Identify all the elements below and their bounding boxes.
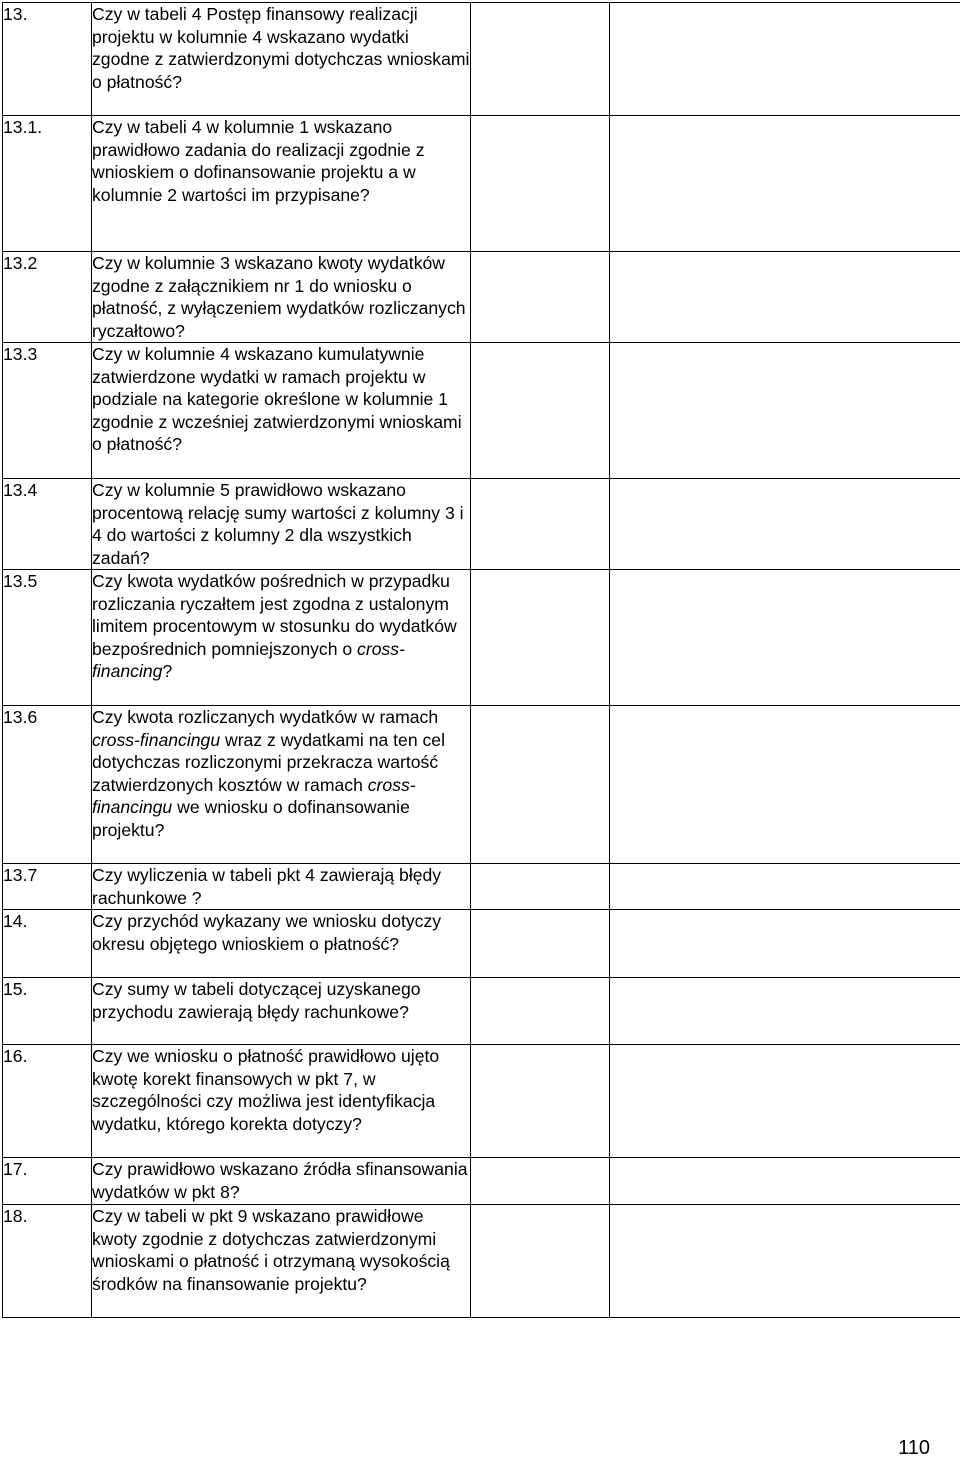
- checklist-table: [2, 2, 960, 1318]
- item-number: 13.3: [3, 343, 92, 479]
- answer-cell[interactable]: [471, 252, 610, 343]
- question-segment: Czy we wniosku o płatność prawidłowo ujęto kwotę korekt finansowych w pkt 7, w szczególności czy możliwa jest identyfikacja wydatku, którego korekta dotyczy?: [92, 1046, 440, 1134]
- item-number: 13.1.: [3, 116, 92, 252]
- answer-cell[interactable]: [471, 978, 610, 1045]
- remarks-cell[interactable]: [610, 3, 960, 116]
- question-segment: Czy wyliczenia w tabeli pkt 4 zawierają błędy rachunkowe ?: [92, 865, 442, 908]
- question-text: [92, 343, 471, 479]
- remarks-cell[interactable]: [610, 116, 960, 252]
- question-text: [92, 978, 471, 1045]
- table-row: [3, 978, 960, 1045]
- question-text: [92, 116, 471, 252]
- item-number: 13.6: [3, 706, 92, 864]
- item-number: 13.: [3, 3, 92, 116]
- question-segment: Czy w tabeli w pkt 9 wskazano prawidłowe kwoty zgodnie z dotychczas zatwierdzonymi wnioskami o płatność i otrzymaną wysokością środków na finansowanie projektu?: [92, 1206, 450, 1294]
- question-segment: Czy przychód wykazany we wniosku dotyczy okresu objętego wnioskiem o płatność?: [92, 911, 442, 954]
- table-row: [3, 1205, 960, 1318]
- item-number: 13.5: [3, 570, 92, 706]
- answer-cell[interactable]: [471, 570, 610, 706]
- question-segment: Czy prawidłowo wskazano źródła sfinansowania wydatków w pkt 8?: [92, 1159, 468, 1202]
- question-text: [92, 706, 471, 864]
- table-row: [3, 864, 960, 910]
- remarks-cell[interactable]: [610, 864, 960, 910]
- answer-cell[interactable]: [471, 910, 610, 978]
- question-segment: ?: [162, 661, 173, 681]
- question-segment: Czy kwota rozliczanych wydatków w ramach: [92, 707, 439, 727]
- table-row: [3, 706, 960, 864]
- question-segment: Czy w kolumnie 4 wskazano kumulatywnie zatwierdzone wydatki w ramach projektu w podziale na kategorie określone w kolumnie 1 zgodnie z wcześniej zatwierdzonymi wnioskami o płatność?: [92, 344, 462, 454]
- question-text: [92, 910, 471, 978]
- answer-cell[interactable]: [471, 1205, 610, 1318]
- question-text: [92, 864, 471, 910]
- remarks-cell[interactable]: [610, 910, 960, 978]
- remarks-cell[interactable]: [610, 706, 960, 864]
- item-number: 13.7: [3, 864, 92, 910]
- question-segment: Czy sumy w tabeli dotyczącej uzyskanego przychodu zawierają błędy rachunkowe?: [92, 979, 421, 1022]
- item-number: 14.: [3, 910, 92, 978]
- question-text: [92, 479, 471, 570]
- emphasized-term: cross-financing: [92, 638, 405, 681]
- item-number: 15.: [3, 978, 92, 1045]
- answer-cell[interactable]: [471, 343, 610, 479]
- table-row: [3, 3, 960, 116]
- question-segment: Czy w kolumnie 5 prawidłowo wskazano procentową relację sumy wartości z kolumny 3 i 4 do wartości z kolumny 2 dla wszystkich zadań?: [92, 480, 464, 568]
- question-segment: Czy kwota wydatków pośrednich w przypadku rozliczania ryczałtem jest zgodna z ustalonym limitem procentowym w stosunku do wydatków bezpośrednich pomniejszonych o: [92, 571, 457, 659]
- remarks-cell[interactable]: [610, 343, 960, 479]
- answer-cell[interactable]: [471, 706, 610, 864]
- question-text: [92, 1045, 471, 1158]
- question-segment: we wniosku o dofinansowanie projektu?: [92, 797, 410, 840]
- table-row: [3, 252, 960, 343]
- question-text: [92, 1205, 471, 1318]
- page-number: 110: [898, 1437, 930, 1459]
- question-segment: Czy w kolumnie 3 wskazano kwoty wydatków zgodne z załącznikiem nr 1 do wniosku o płatność, z wyłączeniem wydatków rozliczanych ryczałtowo?: [92, 253, 466, 341]
- question-text: [92, 3, 471, 116]
- item-number: 13.4: [3, 479, 92, 570]
- table-row: [3, 1158, 960, 1205]
- question-segment: Czy w tabeli 4 Postęp finansowy realizacji projektu w kolumnie 4 wskazano wydatki zgodne z zatwierdzonymi dotychczas wnioskami o płatność?: [92, 4, 470, 92]
- item-number: 16.: [3, 1045, 92, 1158]
- item-number: 17.: [3, 1158, 92, 1205]
- table-row: [3, 570, 960, 706]
- remarks-cell[interactable]: [610, 1045, 960, 1158]
- remarks-cell[interactable]: [610, 570, 960, 706]
- emphasized-term: cross-financingu: [92, 729, 221, 750]
- question-text: [92, 252, 471, 343]
- table-row: [3, 479, 960, 570]
- answer-cell[interactable]: [471, 479, 610, 570]
- remarks-cell[interactable]: [610, 479, 960, 570]
- item-number: 18.: [3, 1205, 92, 1318]
- table-row: [3, 116, 960, 252]
- remarks-cell[interactable]: [610, 252, 960, 343]
- answer-cell[interactable]: [471, 1158, 610, 1205]
- emphasized-term: cross-financingu: [92, 774, 416, 817]
- question-text: [92, 1158, 471, 1205]
- question-text: [92, 570, 471, 706]
- remarks-cell[interactable]: [610, 1158, 960, 1205]
- question-segment: wraz z wydatkami na ten cel dotychczas rozliczonymi przekracza wartość zatwierdzonych kosztów w ramach: [92, 729, 446, 795]
- answer-cell[interactable]: [471, 116, 610, 252]
- remarks-cell[interactable]: [610, 978, 960, 1045]
- table-row: [3, 910, 960, 978]
- answer-cell[interactable]: [471, 864, 610, 910]
- question-segment: Czy w tabeli 4 w kolumnie 1 wskazano prawidłowo zadania do realizacji zgodnie z wnioskiem o dofinansowanie projektu a w kolumnie 2 wartości im przypisane?: [92, 117, 425, 205]
- answer-cell[interactable]: [471, 1045, 610, 1158]
- answer-cell[interactable]: [471, 3, 610, 116]
- remarks-cell[interactable]: [610, 1205, 960, 1318]
- table-row: [3, 343, 960, 479]
- table-row: [3, 1045, 960, 1158]
- item-number: 13.2: [3, 252, 92, 343]
